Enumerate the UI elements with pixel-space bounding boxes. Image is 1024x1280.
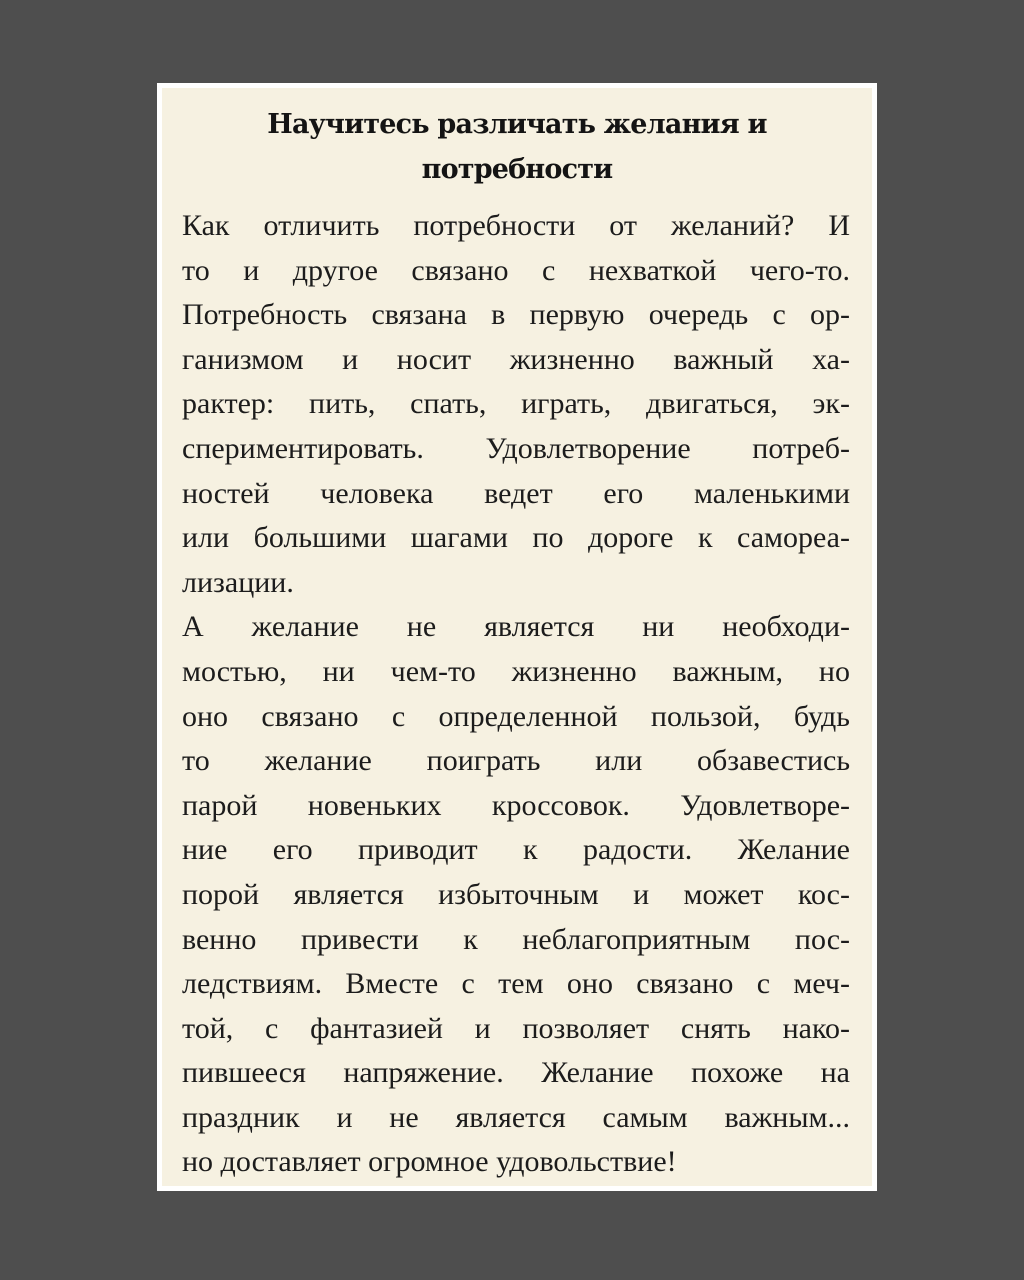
text-line: лизации. [182, 565, 294, 599]
text-line: ностей человека ведет его маленькими [182, 476, 850, 510]
text-line: Как отличить потребности от желаний? И [182, 209, 850, 242]
title-line: потребности [421, 154, 613, 185]
paragraph-wants [182, 605, 850, 1185]
text-line: Потребность связана в первую очередь с ор- [182, 298, 850, 332]
document-body [182, 204, 850, 1185]
text-line: или большими шагами по дороге к самореа- [182, 521, 850, 555]
document-page [157, 83, 877, 1191]
text-line: спериментировать. Удовлетворение потреб- [182, 431, 850, 465]
text-line: венно привести к неблагоприятным пос- [182, 922, 850, 956]
text-line: А желание не является ни необходи- [182, 610, 850, 644]
text-line: той, с фантазией и позволяет снять нако- [182, 1011, 850, 1045]
text-line: порой является избыточным и может кос- [182, 877, 850, 911]
paragraph-needs [182, 204, 850, 605]
text-line: но доставляет огромное удовольствие! [182, 1145, 677, 1179]
page-title [162, 102, 872, 192]
title-line: Научитесь различать желания и [267, 109, 767, 140]
text-line: мостью, ни чем-то жизненно важным, но [182, 654, 850, 688]
text-line: ние его приводит к радости. Желание [182, 833, 850, 867]
text-line: парой новеньких кроссовок. Удовлетворе- [182, 788, 850, 822]
text-line: праздник и не является самым важным... [182, 1100, 850, 1134]
text-line: ледствиям. Вместе с тем оно связано с меч- [182, 967, 850, 1001]
text-line: то желание поиграть или обзавестись [182, 744, 850, 778]
text-line: то и другое связано с нехваткой чего-то. [182, 253, 850, 287]
text-line: пившееся напряжение. Желание похоже на [182, 1056, 850, 1090]
text-line: рактер: пить, спать, играть, двигаться, эк- [182, 387, 850, 421]
text-line: ганизмом и носит жизненно важный ха- [182, 342, 850, 376]
text-line: оно связано с определенной пользой, будь [182, 699, 850, 733]
